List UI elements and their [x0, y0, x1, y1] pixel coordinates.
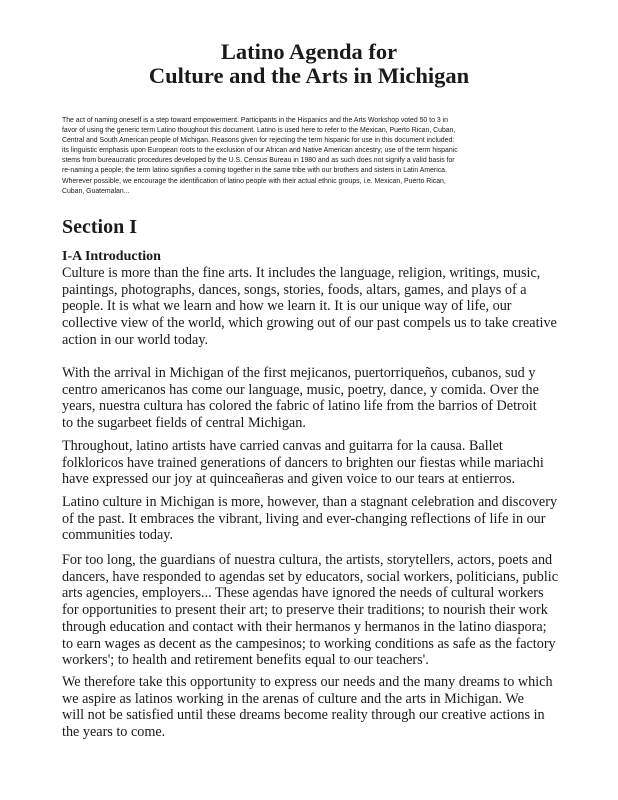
- paragraph-line: years, nuestra cultura has colored the fabric of latino life from the barrios of Detroit: [62, 398, 537, 415]
- title-line: Latino Agenda for: [220, 39, 398, 64]
- paragraph-line: paintings, photographs, dances, songs, stories, foods, altars, games, and plays of a: [62, 281, 527, 298]
- paragraph-line: the years to come.: [62, 724, 166, 741]
- paragraph-line: of the past. It embraces the vibrant, living and ever-changing reflections of life in our: [62, 510, 546, 527]
- terminology-note: [62, 116, 574, 197]
- paragraph-line: will not be satisfied until these dreams become reality through our creative actions in: [62, 707, 545, 724]
- paragraph-arrival: [62, 365, 582, 432]
- paragraph-culture-definition: [62, 265, 582, 349]
- paragraph-guardians: [62, 552, 582, 669]
- subsection-heading: I-A Introduction: [62, 249, 161, 264]
- note-line: re-naming a people; the term latino signifies a coming together in the same tribe with our brothers and sisters in Latin America.: [62, 167, 447, 175]
- paragraph-line: to earn wages as decent as the campesinos; to working conditions as safe as the factory: [62, 635, 556, 652]
- paragraph-living-culture: [62, 494, 582, 544]
- note-line: The act of naming oneself is a step toward empowerment. Participants in the Hispanics and the Arts Workshop voted 50 to 3 in: [62, 117, 448, 124]
- note-line: Wherever possible, we encourage the identification of latino people with their actual ethnic groups, i.e. Mexican, Puerto Rican,: [62, 177, 446, 185]
- section-heading: Section I: [62, 216, 137, 238]
- paragraph-line: have expressed our joy at quinceañeras and given voice to our tears at entierros.: [62, 471, 516, 488]
- paragraph-line: workers'; to health and retirement benefits equal to our teachers'.: [62, 652, 429, 669]
- note-line: stems from bureaucratic procedures developed by the U.S. Census Bureau in 1980 and as such does not signify a valid basis for: [62, 157, 455, 165]
- paragraph-line: to the sugarbeet fields of central Michigan.: [62, 415, 306, 432]
- paragraph-line: collective view of the world, which growing out of our past compels us to take creative: [62, 315, 557, 332]
- paragraph-line: folkloricos have trained generations of dancers to brighten our fiestas while mariachi: [62, 454, 544, 471]
- paragraph-line: Latino culture in Michigan is more, however, than a stagnant celebration and discovery: [62, 494, 558, 510]
- paragraph-line: Culture is more than the fine arts. It includes the language, religion, writings, music,: [62, 265, 541, 281]
- paragraph-latino-artists: [62, 438, 582, 488]
- note-line: its linguistic emphasis upon European roots to the exclusion of our African and Native American ancestry; use of the term hispanic: [62, 147, 458, 155]
- paragraph-line: action in our world today.: [62, 331, 209, 348]
- paragraph-line: dancers, have responded to agendas set by educators, social workers, politicians, public: [62, 568, 559, 585]
- paragraph-line: communities today.: [62, 527, 173, 544]
- paragraph-line: We therefore take this opportunity to express our needs and the many dreams to which: [62, 674, 553, 690]
- note-line: favor of using the generic term Latino thoughout this document. Latino is used here to refer to the Mexican, Puerto Rican, Cuban,: [62, 127, 456, 135]
- paragraph-line: for opportunities to present their art; to preserve their traditions; to nourish their work: [62, 602, 548, 619]
- paragraph-conclusion: [62, 674, 582, 741]
- paragraph-line: we aspire as latinos working in the arenas of culture and the arts in Michigan. We: [62, 690, 524, 707]
- paragraph-line: through education and contact with their hermanos y hermanos in the latino diaspora;: [62, 618, 547, 635]
- title-line: Culture and the Arts in Michigan: [148, 63, 470, 88]
- note-line: Central and South American people of Michigan. Reasons given for rejecting the term hispanic for use in this document included:: [62, 137, 455, 145]
- paragraph-line: Throughout, latino artists have carried canvas and guitarra for la causa. Ballet: [62, 438, 503, 454]
- document-title: [0, 40, 618, 88]
- paragraph-line: people. It is what we learn and how we learn it. It is our unique way of life, our: [62, 298, 512, 315]
- note-line: Cuban, Guatemalan...: [62, 187, 130, 195]
- paragraph-line: With the arrival in Michigan of the first mejicanos, puertorriqueños, cubanos, sud y: [62, 365, 536, 381]
- paragraph-line: arts agencies, employers... These agendas have ignored the needs of cultural workers: [62, 585, 544, 602]
- paragraph-line: For too long, the guardians of nuestra cultura, the artists, storytellers, actors, poets and: [62, 552, 553, 568]
- paragraph-line: centro americanos has come our language, music, poetry, dance, y comida. Over the: [62, 381, 539, 398]
